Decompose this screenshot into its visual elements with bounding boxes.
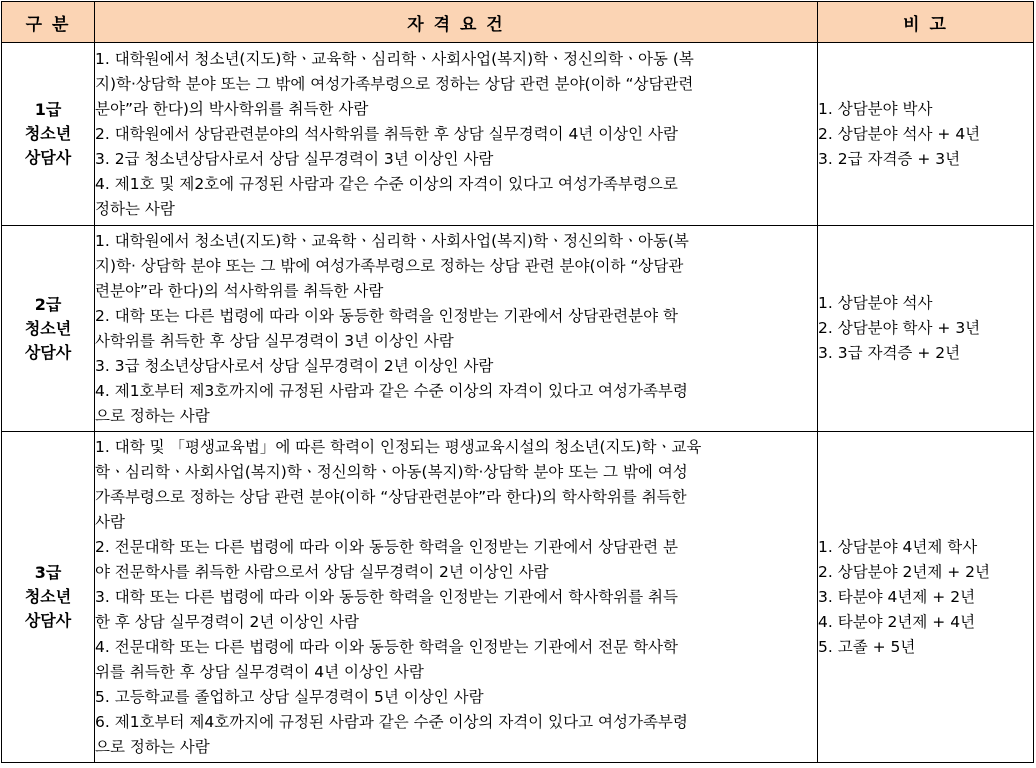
remark-line: 3. 2급 자격증 + 3년: [818, 149, 961, 168]
table-row-grade-3: [2, 432, 1034, 763]
remark-line: 2. 상담분야 석사 + 4년: [818, 124, 981, 143]
grade-label-line: 3급: [34, 563, 62, 582]
requirement-line: 으로 정하는 사람: [95, 406, 210, 425]
requirement-line: 분야”라 한다)의 박사학위를 취득한 사람: [95, 99, 369, 118]
requirement-line: 3. 대학 또는 다른 법령에 따라 이와 동등한 학력을 인정받는 기관에서 학사학위를 취득: [95, 587, 678, 606]
requirement-line: 3. 3급 청소년상담사로서 상담 실무경력이 2년 이상인 사람: [95, 356, 494, 375]
grade-label-2: [2, 226, 95, 432]
requirement-line: 한 후 상담 실무경력이 2년 이상인 사람: [95, 612, 360, 631]
requirement-line: 련분야”라 한다)의 석사학위를 취득한 사람: [95, 281, 384, 300]
remarks-cell-2: [818, 226, 1034, 432]
requirement-line: 4. 전문대학 또는 다른 법령에 따라 이와 동등한 학력을 인정받는 기관에서 전문 학사학: [95, 637, 678, 656]
requirement-line: 2. 대학 또는 다른 법령에 따라 이와 동등한 학력을 인정받는 기관에서 상담관련분야 학: [95, 306, 678, 325]
remark-line: 3. 3급 자격증 + 2년: [818, 344, 961, 362]
requirement-line: 지)학·상담학 분야 또는 그 밖에 여성가족부령으로 정하는 상담 관련 분야(이하 “상담관련: [95, 74, 694, 93]
requirement-line: 사학위를 취득한 후 상담 실무경력이 3년 이상인 사람: [95, 331, 454, 350]
grade-label-line: 청소년: [24, 587, 72, 606]
grade-label-line: 2급: [34, 294, 62, 314]
grade-label-line: 청소년: [24, 124, 72, 143]
requirement-line: 4. 제1호 및 제2호에 규정된 사람과 같은 수준 이상의 자격이 있다고 여성가족부령으로: [95, 174, 678, 193]
remarks-cell-1: [818, 43, 1034, 226]
requirements-cell-3: [95, 432, 818, 763]
grade-label-1: [2, 43, 95, 226]
header-category: 구 분: [2, 2, 95, 43]
remarks-cell-3: [818, 432, 1034, 763]
requirement-line: 학ㆍ심리학ㆍ사회사업(복지)학ㆍ정신의학ㆍ아동(복지)학·상담학 분야 또는 그 밖에 여성: [95, 462, 688, 481]
grade-label-line: 1급: [34, 100, 62, 119]
grade-label-line: 청소년: [24, 318, 72, 338]
requirement-line: 가족부령으로 정하는 상담 관련 분야(이하 “상담관련분야”라 한다)의 학사학위를 취득한: [95, 487, 687, 506]
remark-line: 4. 타분야 2년제 + 4년: [818, 612, 976, 631]
header-remarks: 비 고: [818, 2, 1034, 43]
requirement-line: 으로 정하는 사람: [95, 737, 210, 756]
requirement-line: 사람: [95, 512, 125, 531]
remark-line: 1. 상담분야 4년제 학사: [818, 537, 978, 556]
remark-line: 5. 고졸 + 5년: [818, 637, 916, 656]
requirement-line: 4. 제1호부터 제3호까지에 규정된 사람과 같은 수준 이상의 자격이 있다고 여성가족부령: [95, 381, 688, 400]
requirement-line: 위를 취득한 후 상담 실무경력이 4년 이상인 사람: [95, 662, 424, 681]
remark-line: 3. 타분야 4년제 + 2년: [818, 587, 976, 606]
qualification-table: [1, 1, 1034, 763]
requirement-line: 야 전문학사를 취득한 사람으로서 상담 실무경력이 2년 이상인 사람: [95, 562, 549, 581]
table-row-grade-2: [2, 226, 1034, 432]
requirement-line: 3. 2급 청소년상담사로서 상담 실무경력이 3년 이상인 사람: [95, 149, 494, 168]
requirement-line: 지)학· 상담학 분야 또는 그 밖에 여성가족부령으로 정하는 상담 관련 분야(이하 “상담관: [95, 256, 684, 275]
requirements-cell-1: [95, 43, 818, 226]
remark-line: 1. 상담분야 석사: [818, 294, 933, 312]
remark-line: 1. 상담분야 박사: [818, 99, 933, 118]
requirement-line: 6. 제1호부터 제4호까지에 규정된 사람과 같은 수준 이상의 자격이 있다고 여성가족부령: [95, 712, 688, 731]
grade-label-line: 상담사: [24, 611, 72, 630]
remark-line: 2. 상담분야 2년제 + 2년: [818, 562, 991, 581]
requirement-line: 정하는 사람: [95, 199, 175, 218]
grade-label-3: [2, 432, 95, 763]
requirement-line: 1. 대학원에서 청소년(지도)학ㆍ교육학ㆍ심리학ㆍ사회사업(복지)학ㆍ정신의학ㆍ아동(복: [95, 231, 689, 250]
requirement-line: 2. 대학원에서 상담관련분야의 석사학위를 취득한 후 상담 실무경력이 4년 이상인 사람: [95, 124, 679, 143]
grade-label-line: 상담사: [24, 148, 72, 167]
requirement-line: 5. 고등학교를 졸업하고 상담 실무경력이 5년 이상인 사람: [95, 687, 484, 706]
requirement-line: 1. 대학원에서 청소년(지도)학ㆍ교육학ㆍ심리학ㆍ사회사업(복지)학ㆍ정신의학ㆍ아동 (복: [95, 49, 694, 68]
table-row-grade-1: [2, 43, 1034, 226]
requirement-line: 1. 대학 및 「평생교육법」에 따른 학력이 인정되는 평생교육시설의 청소년(지도)학ㆍ교육: [95, 437, 702, 456]
grade-label-line: 상담사: [24, 342, 72, 362]
header-row: [2, 2, 1034, 43]
requirement-line: 2. 전문대학 또는 다른 법령에 따라 이와 동등한 학력을 인정받는 기관에서 상담관련 분: [95, 537, 678, 556]
requirements-cell-2: [95, 226, 818, 432]
remark-line: 2. 상담분야 학사 + 3년: [818, 319, 981, 337]
header-requirements: 자 격 요 건: [95, 2, 818, 43]
